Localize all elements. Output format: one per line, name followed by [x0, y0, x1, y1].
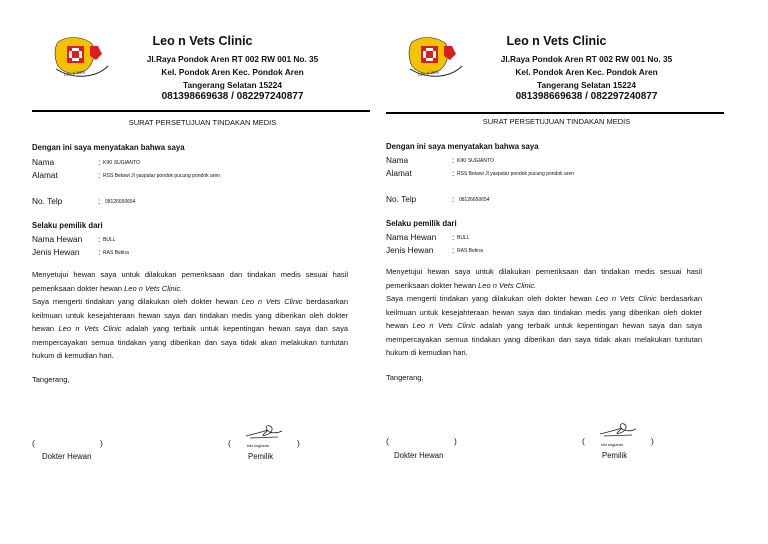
tel-colon: :: [452, 194, 455, 204]
clinic-name: Leo n Vets Clinic: [152, 34, 253, 48]
address-colon: :: [98, 170, 101, 180]
name-label: Nama: [32, 157, 55, 167]
address-value: RSS Betawi Jl yasputar pondok pucung pondok aren: [103, 173, 221, 179]
owner-label: Pemilik: [248, 452, 274, 461]
owner-signed-name: kiki sugianto: [601, 442, 624, 447]
tel-label: No. Telp: [386, 194, 417, 204]
pet-type-label: Jenis Hewan: [32, 247, 80, 257]
pet-type-colon: :: [452, 245, 455, 255]
doctor-sign-close: ): [100, 438, 103, 448]
pet-type-value: RAS Betina: [457, 248, 483, 254]
svg-text:Leo n Vets: Leo n Vets: [417, 69, 440, 78]
consent-paragraph-1: Menyetujui hewan saya untuk dilakukan pemeriksaan dan tindakan medis sesuai hasil pemeriksaan dokter hewan Leo n Vets Clinic.: [32, 270, 348, 293]
name-colon: :: [452, 155, 455, 165]
tel-colon: :: [98, 196, 101, 206]
doctor-label: Dokter Hewan: [42, 452, 92, 461]
owner-section-heading: Dengan ini saya menyatakan bahwa saya: [386, 142, 539, 151]
clinic-address-line3: Tangerang Selatan 15224: [183, 80, 282, 90]
consent-paragraph-2: Saya mengerti tindakan yang dilakukan oleh dokter hewan Leo n Vets Clinic berdasarkan keilmuan untuk kesejahteraan hewan saya dan tindakan medis yang diberikan oleh dokter hewan Leo n Vets Clinic adalah yang terbaik untuk kepentingan hewan saya dan saya mempercayakan semua tindakan yang diberikan dan saya tidak akan melakukan tuntutan hukum di kemudian hari.: [386, 294, 702, 357]
clinic-address-line3: Tangerang Selatan 15224: [537, 80, 636, 90]
owner-sign-close: ): [651, 436, 654, 446]
address-value: RSS Betawi Jl yasputar pondok pucung pondok aren: [457, 171, 575, 177]
pet-name-value: BULL: [103, 237, 116, 243]
tel-label: No. Telp: [32, 196, 63, 206]
address-label: Alamat: [32, 170, 58, 180]
consent-form-right: [384, 0, 729, 544]
doctor-sign-open: (: [32, 438, 35, 448]
owner-sign-open: (: [582, 436, 585, 446]
pet-name-label: Nama Hewan: [32, 234, 83, 244]
clinic-address-line1: Jl.Raya Pondok Aren RT 002 RW 001 No. 35: [146, 54, 319, 64]
pet-name-value: BULL: [457, 235, 470, 241]
place-date: Tangerang,: [386, 373, 424, 382]
clinic-address-line1: Jl.Raya Pondok Aren RT 002 RW 001 No. 35: [500, 54, 673, 64]
clinic-address-line2: Kel. Pondok Aren Kec. Pondok Aren: [161, 67, 304, 77]
owner-signature: [598, 420, 638, 438]
pet-name-colon: :: [452, 232, 455, 242]
owner-signature: [244, 422, 284, 440]
pet-type-label: Jenis Hewan: [386, 245, 434, 255]
owner-section-heading: Dengan ini saya menyatakan bahwa saya: [32, 143, 185, 152]
header-divider: [386, 112, 724, 114]
pet-name-label: Nama Hewan: [386, 232, 437, 242]
clinic-phone: 081398669638 / 082297240877: [515, 91, 658, 102]
clinic-name: Leo n Vets Clinic: [506, 34, 607, 48]
owner-signed-name: kiki sugianto: [247, 443, 270, 448]
address-label: Alamat: [386, 168, 412, 178]
doctor-sign-close: ): [454, 436, 457, 446]
tel-value: 08126650654: [105, 199, 136, 205]
name-value: KIKI SUGIANTO: [103, 160, 140, 166]
tel-value: 08126650654: [459, 197, 490, 203]
name-label: Nama: [386, 155, 409, 165]
consent-paragraph-1: Menyetujui hewan saya untuk dilakukan pemeriksaan dan tindakan medis sesuai hasil pemeriksaan dokter hewan Leo n Vets Clinic.: [386, 267, 702, 290]
pet-name-colon: :: [98, 234, 101, 244]
pet-section-heading: Selaku pemilik dari: [386, 219, 457, 228]
address-colon: :: [452, 168, 455, 178]
doctor-label: Dokter Hewan: [394, 451, 444, 460]
name-value: KIKI SUGIANTO: [457, 158, 494, 164]
clinic-address-line2: Kel. Pondok Aren Kec. Pondok Aren: [515, 67, 658, 77]
document-title: SURAT PERSETUJUAN TINDAKAN MEDIS: [128, 118, 277, 127]
consent-paragraph-2: Saya mengerti tindakan yang dilakukan oleh dokter hewan Leo n Vets Clinic berdasarkan keilmuan untuk kesejahteraan hewan saya dan tindakan medis yang diberikan oleh dokter hewan Leo n Vets Clinic adalah yang terbaik untuk kepentingan hewan saya dan saya mempercayakan semua tindakan yang diberikan dan saya tidak akan melakukan tuntutan hukum di kemudian hari.: [32, 297, 348, 360]
consent-text: [32, 268, 348, 363]
owner-label: Pemilik: [602, 451, 628, 460]
pet-section-heading: Selaku pemilik dari: [32, 221, 103, 230]
header-divider: [32, 110, 370, 112]
document-title: SURAT PERSETUJUAN TINDAKAN MEDIS: [482, 117, 631, 126]
name-colon: :: [98, 157, 101, 167]
pet-type-colon: :: [98, 247, 101, 257]
clinic-phone: 081398669638 / 082297240877: [161, 91, 304, 102]
doctor-sign-open: (: [386, 436, 389, 446]
pet-type-value: RAS Betina: [103, 250, 129, 256]
svg-text:Leo n Vets: Leo n Vets: [63, 69, 86, 78]
owner-sign-open: (: [228, 438, 231, 448]
owner-sign-close: ): [297, 438, 300, 448]
consent-text: [386, 265, 702, 360]
consent-form-left: [30, 0, 375, 544]
place-date: Tangerang,: [32, 375, 70, 384]
